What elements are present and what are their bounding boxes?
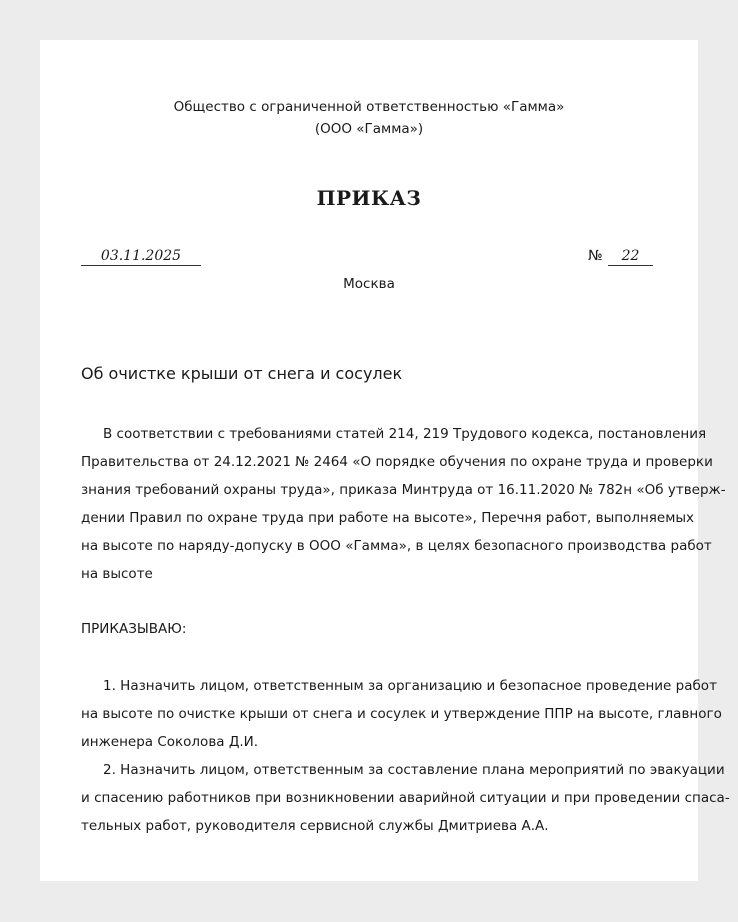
order-number: 22 [608, 247, 653, 266]
order-item-line: тельных работ, руководителя сервисной службы Дмитриева А.А. [81, 818, 549, 834]
order-item-line: 2. Назначить лицом, ответственным за составление плана мероприятий по эвакуации [103, 762, 725, 778]
organization-short-name: (ООО «Гамма») [314, 121, 424, 137]
order-city: Москва [343, 276, 395, 292]
order-item-line: 1. Назначить лицом, ответственным за организацию и безопасное проведение работ [103, 678, 717, 694]
preamble-line: на высоте по наряду-допуску в ООО «Гамма», в целях безопасного производства работ [81, 538, 712, 554]
order-item-line: на высоте по очистке крыши от снега и сосулек и утверждение ППР на высоте, главного [81, 706, 722, 722]
order-subject: Об очистке крыши от снега и сосулек [81, 364, 403, 383]
ordering-word: ПРИКАЗЫВАЮ: [81, 621, 187, 637]
document-page [40, 40, 730, 881]
order-item-line: инженера Соколова Д.И. [81, 734, 259, 750]
document-title: ПРИКАЗ [316, 186, 422, 210]
order-number-label: № [588, 248, 603, 264]
order-date: 03.11.2025 [81, 247, 201, 266]
preamble-line: знания требований охраны труда», приказа Минтруда от 16.11.2020 № 782н «Об утверж- [81, 482, 726, 498]
organization-full-name: Общество с ограниченной ответственностью «Гамма» [173, 99, 565, 115]
preamble-line: дении Правил по охране труда при работе на высоте», Перечня работ, выполняемых [81, 510, 695, 526]
order-item-line: и спасению работников при возникновении аварийной ситуации и при проведении спаса- [81, 790, 730, 806]
preamble-line: Правительства от 24.12.2021 № 2464 «О порядке обучения по охране труда и проверки [81, 454, 713, 470]
preamble-line: В соответствии с требованиями статей 214, 219 Трудового кодекса, постановления [103, 426, 707, 442]
preamble-line: на высоте [81, 566, 153, 582]
